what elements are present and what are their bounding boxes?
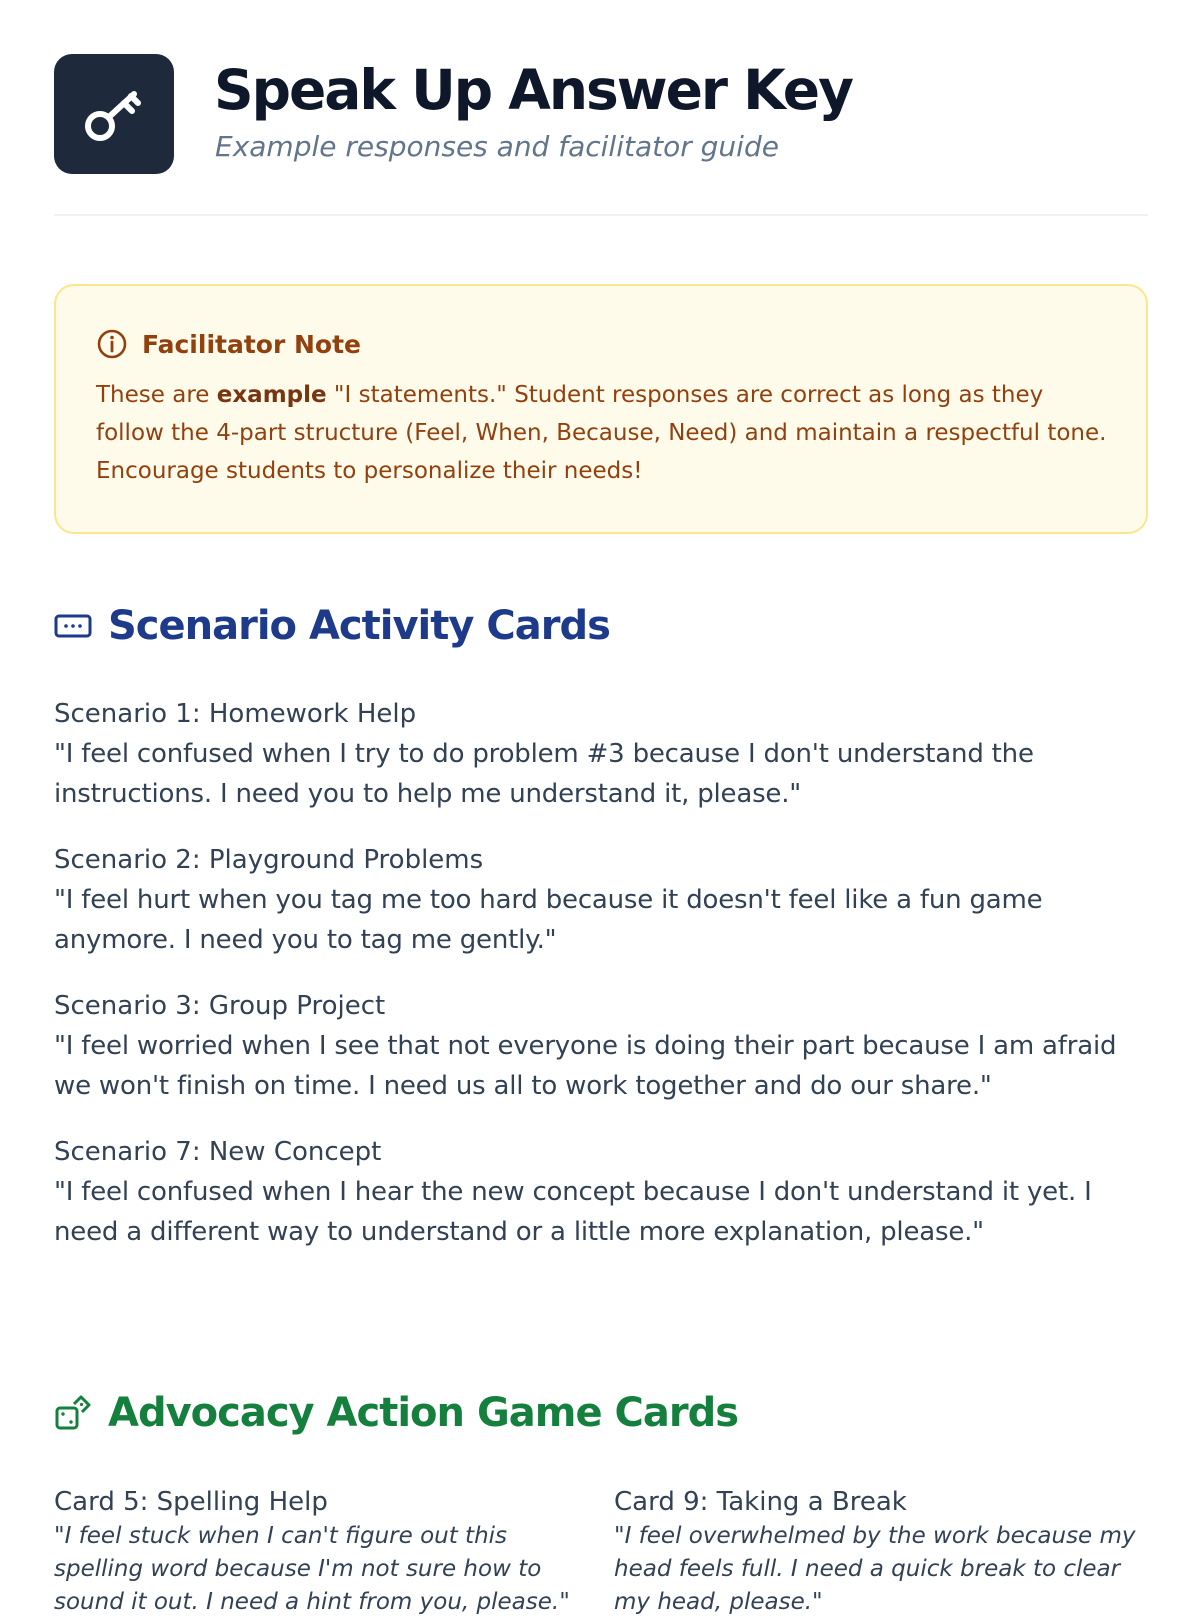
page-header [54,54,1148,214]
scenario-item [54,694,1154,814]
game-section-title: Advocacy Action Game Cards [108,1390,739,1436]
logo [54,54,174,174]
cards-icon [54,611,92,641]
game-card-label: Card 5: Spelling Help [54,1487,328,1517]
game-section-header [54,1390,738,1436]
scenario-item [54,1132,1154,1252]
scenario-quote: "I feel hurt when you tag me too hard because it doesn't feel like a fun game anymore. I need you to tag me gently." [54,885,1043,955]
note-text-post: "I statements." Student responses are correct as long as they follow the 4-part structure (Feel, When, Because, Need) and maintain a respectful tone. Encourage students to personalize their needs! [96,382,1107,484]
game-card [614,1484,1144,1619]
scenario-label: Scenario 3: Group Project [54,991,386,1021]
note-header [96,328,361,360]
facilitator-note [54,284,1148,534]
note-text-bold: example [216,382,327,408]
scenario-item [54,840,1154,960]
scenario-section-header [54,603,610,649]
scenario-quote: "I feel confused when I hear the new concept because I don't understand it yet. I need a different way to understand or a little more explanation, please." [54,1177,1092,1247]
page-title: Speak Up Answer Key [214,58,852,122]
game-card [54,1484,584,1619]
scenario-quote: "I feel worried when I see that not everyone is doing their part because I am afraid we won't finish on time. I need us all to work together and do our share." [54,1031,1117,1101]
header-divider [54,214,1148,216]
game-card-quote: "I feel overwhelmed by the work because my head feels full. I need a quick break to clear my head, please." [614,1523,1136,1615]
scenario-item [54,986,1154,1106]
scenario-quote: "I feel confused when I try to do problem #3 because I don't understand the instructions. I need you to help me understand it, please." [54,739,1034,809]
scenario-label: Scenario 2: Playground Problems [54,845,484,875]
game-card-label: Card 9: Taking a Break [614,1487,907,1517]
note-text-pre: These are [96,382,217,408]
info-icon [96,328,128,360]
scenario-list [54,694,1154,1278]
key-icon [80,80,148,148]
scenario-label: Scenario 7: New Concept [54,1137,382,1167]
page-subtitle: Example responses and facilitator guide [215,130,779,163]
note-text [96,376,1116,490]
scenario-section-title: Scenario Activity Cards [108,603,610,649]
game-card-quote: "I feel stuck when I can't figure out this spelling word because I'm not sure how to sound it out. I need a hint from you, please." [54,1523,570,1615]
note-title: Facilitator Note [142,329,361,359]
dice-icon [54,1394,92,1432]
scenario-label: Scenario 1: Homework Help [54,699,417,729]
